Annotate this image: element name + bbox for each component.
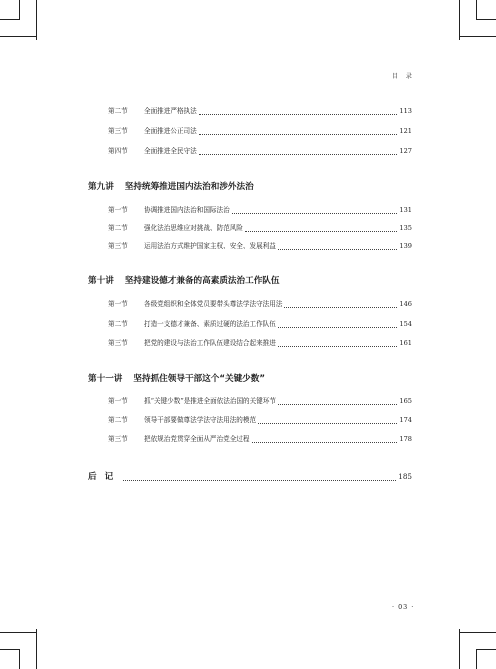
page-number: 131 xyxy=(399,206,412,214)
crop-mark xyxy=(0,649,20,650)
toc-entry[interactable] xyxy=(108,396,412,406)
crop-mark xyxy=(476,649,496,650)
running-head: 目 录 xyxy=(392,73,415,80)
section-number: 第二节 xyxy=(108,320,128,328)
toc-entry[interactable] xyxy=(108,126,412,136)
leader-dots xyxy=(232,207,398,214)
page-number: 154 xyxy=(399,320,412,328)
section-number: 第三节 xyxy=(108,435,128,443)
section-number: 第二节 xyxy=(108,224,128,232)
section-title: 强化法治思维应对挑战、防范风险 xyxy=(144,224,243,232)
toc-entry[interactable] xyxy=(108,241,412,251)
crop-mark xyxy=(459,0,460,40)
crop-mark xyxy=(476,649,477,669)
section-number: 第二节 xyxy=(108,107,128,115)
crop-mark xyxy=(459,629,460,669)
page-number: 161 xyxy=(399,339,412,347)
page-number: 174 xyxy=(399,416,412,424)
afterword-entry[interactable] xyxy=(88,471,412,483)
section-title: 领导干部要做尊法学法守法用法的模范 xyxy=(144,416,257,424)
page-number: 127 xyxy=(399,147,412,155)
section-title: 抓“关键少数”是推进全面依法治国的关键环节 xyxy=(144,397,277,405)
crop-mark xyxy=(476,0,477,20)
crop-mark xyxy=(0,19,20,20)
toc-entry[interactable] xyxy=(108,205,412,215)
chapter-heading[interactable] xyxy=(88,372,265,386)
crop-mark xyxy=(476,19,496,20)
toc-entry[interactable] xyxy=(108,106,412,116)
section-number: 第四节 xyxy=(108,147,128,155)
leader-dots xyxy=(278,340,398,347)
section-title: 打造一支德才兼备、素质过硬的法治工作队伍 xyxy=(144,320,276,328)
toc-entry[interactable] xyxy=(108,338,412,348)
toc-entry[interactable] xyxy=(108,415,412,425)
afterword-title: 后记 xyxy=(88,472,122,482)
leader-dots xyxy=(245,225,398,232)
leader-dots xyxy=(278,321,398,328)
leader-dots xyxy=(199,108,398,115)
chapter-title: 坚持统筹推进国内法治和涉外法治 xyxy=(124,182,254,192)
page-number: 185 xyxy=(398,472,412,481)
crop-mark xyxy=(19,649,20,669)
leader-dots xyxy=(278,398,397,405)
section-title: 各级党组织和全体党员要带头尊法学法守法用法 xyxy=(144,300,283,308)
section-number: 第二节 xyxy=(108,416,128,424)
page-number: 121 xyxy=(399,127,412,135)
section-title: 全面推进严格执法 xyxy=(144,107,197,115)
crop-mark xyxy=(19,0,20,20)
section-number: 第一节 xyxy=(108,300,128,308)
crop-mark xyxy=(460,36,496,37)
leader-dots xyxy=(278,243,398,250)
page-number: 139 xyxy=(399,242,412,250)
page-number: 113 xyxy=(399,107,412,115)
folio: · 03 · xyxy=(392,603,415,611)
crop-mark xyxy=(36,629,37,669)
chapter-number: 第九讲 xyxy=(88,182,114,192)
page-number: 135 xyxy=(399,224,412,232)
crop-mark xyxy=(0,36,36,37)
page-number: 178 xyxy=(399,435,412,443)
section-title: 把党的建设与法治工作队伍建设结合起来推进 xyxy=(144,339,276,347)
leader-dots xyxy=(258,417,397,424)
section-number: 第一节 xyxy=(108,206,128,214)
chapter-title: 坚持抓住领导干部这个“关键少数” xyxy=(133,374,265,384)
leader-dots xyxy=(252,436,398,443)
section-title: 全面推进公正司法 xyxy=(144,127,197,135)
leader-dots xyxy=(199,128,398,135)
toc-entry[interactable] xyxy=(108,146,412,156)
section-number: 第三节 xyxy=(108,339,128,347)
section-title: 全面推进全民守法 xyxy=(144,147,197,155)
chapter-heading[interactable] xyxy=(88,274,280,288)
section-number: 第三节 xyxy=(108,242,128,250)
chapter-number: 第十讲 xyxy=(88,276,114,286)
toc-entry[interactable] xyxy=(108,434,412,444)
leader-dots xyxy=(123,474,396,481)
section-title: 把依规治党贯穿全面从严治党全过程 xyxy=(144,435,250,443)
crop-mark xyxy=(36,0,37,40)
chapter-title: 坚持建设德才兼备的高素质法治工作队伍 xyxy=(124,276,280,286)
section-number: 第三节 xyxy=(108,127,128,135)
section-number: 第一节 xyxy=(108,397,128,405)
page-number: 146 xyxy=(399,300,412,308)
crop-mark xyxy=(0,632,36,633)
toc-entry[interactable] xyxy=(108,299,412,309)
chapter-number: 第十一讲 xyxy=(88,374,123,384)
section-title: 运用法治方式维护国家主权、安全、发展利益 xyxy=(144,242,276,250)
section-title: 协调推进国内法治和国际法治 xyxy=(144,206,230,214)
toc-entry[interactable] xyxy=(108,319,412,329)
leader-dots xyxy=(284,301,397,308)
chapter-heading[interactable] xyxy=(88,180,254,194)
toc-entry[interactable] xyxy=(108,223,412,233)
page-number: 165 xyxy=(399,397,412,405)
leader-dots xyxy=(199,148,398,155)
crop-mark xyxy=(460,632,496,633)
